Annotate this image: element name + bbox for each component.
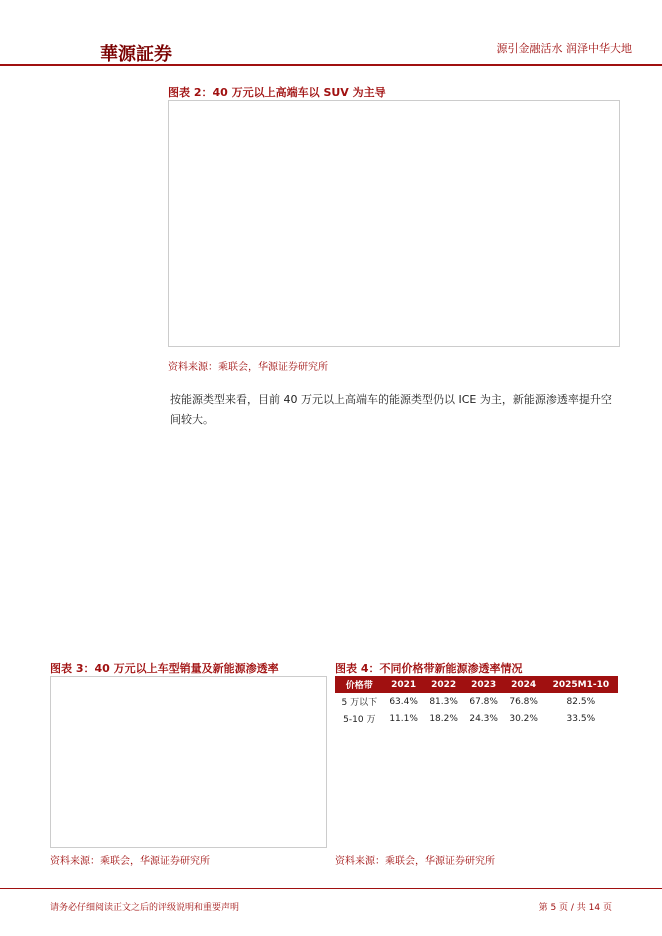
footer-disclaimer: 请务必仔细阅读正文之后的评级说明和重要声明 (50, 903, 240, 913)
td: 33.5% (566, 713, 596, 724)
footer-line (0, 888, 662, 889)
td: 24.3% (469, 713, 498, 724)
fig2-title: 图表 2：40 万元以上高端车以 SUV 为主导 (168, 86, 386, 99)
logo: 華源証券 (100, 44, 172, 65)
fig3-title: 图表 3：40 万元以上车型销量及新能源渗透率 (50, 662, 279, 675)
page-number: 第 5 页 / 共 14 页 (538, 903, 612, 913)
fig3-source: 资料来源：乘联会，华源证券研究所 (50, 856, 210, 867)
fig2-source: 资料来源：乘联会，华源证券研究所 (168, 362, 328, 373)
fig3-chart (50, 676, 327, 848)
td: 5 万以下 (341, 698, 378, 708)
td: 5-10 万 (343, 715, 376, 725)
fig4-source: 资料来源：乘联会，华源证券研究所 (335, 856, 495, 867)
th: 2025M1-10 (544, 676, 618, 693)
th: 价格带 (335, 676, 384, 693)
th: 2024 (504, 676, 544, 693)
td: 81.3% (429, 696, 458, 707)
td: 67.8% (469, 696, 498, 707)
th: 2021 (384, 676, 424, 693)
slogan: 源引金融活水 润泽中华大地 (496, 42, 632, 55)
fig4-title: 图表 4：不同价格带新能源渗透率情况 (335, 662, 523, 675)
fig2-chart (168, 100, 620, 347)
td: 11.1% (389, 713, 418, 724)
fig4-table (335, 676, 618, 727)
td: 63.4% (389, 696, 418, 707)
td: 76.8% (509, 696, 538, 707)
th: 2022 (424, 676, 464, 693)
body-paragraph: 按能源类型来看，目前 40 万元以上高端车的能源类型仍以 ICE 为主，新能源渗透率提升空间较大。 (170, 393, 612, 426)
td: 82.5% (566, 696, 596, 707)
td: 30.2% (509, 713, 538, 724)
td: 18.2% (429, 713, 458, 724)
th: 2023 (464, 676, 504, 693)
